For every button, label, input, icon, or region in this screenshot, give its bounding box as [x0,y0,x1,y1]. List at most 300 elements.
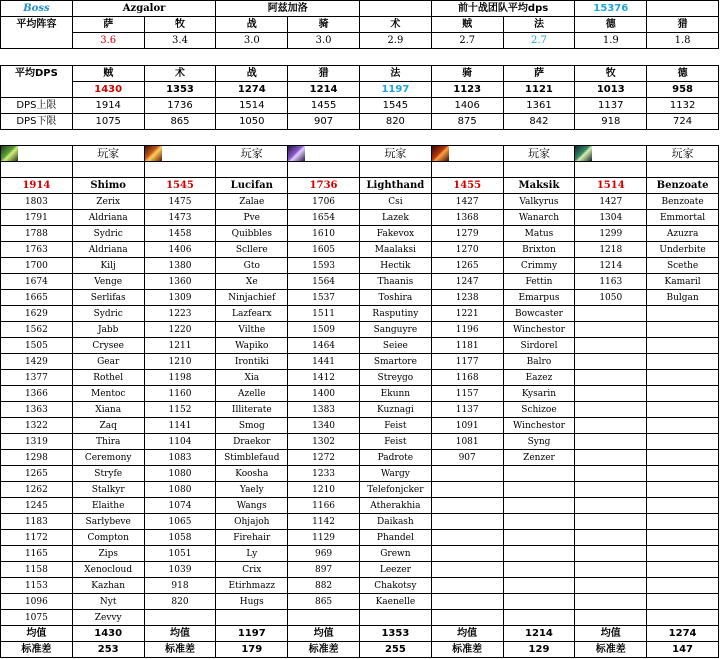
player-name[interactable]: Zevvy [72,610,144,626]
player-name[interactable] [647,402,719,418]
player-dps-value[interactable]: 1080 [144,466,216,482]
player-dps-value[interactable]: 1198 [144,370,216,386]
mean-value[interactable]: 1430 [72,626,144,642]
player-dps-value[interactable]: 1270 [431,242,503,258]
player-dps-value[interactable]: 1142 [288,514,360,530]
empty-cell[interactable] [288,162,360,178]
player-name[interactable] [216,610,288,626]
player-dps-value[interactable] [288,610,360,626]
player-dps-value[interactable]: 1096 [1,594,73,610]
player-dps-value[interactable]: 882 [288,578,360,594]
player-dps-value[interactable] [575,546,647,562]
dps-lower-value[interactable]: 865 [144,114,216,130]
mean-label[interactable]: 均值 [431,626,503,642]
player-name[interactable] [503,514,575,530]
player-dps-value[interactable]: 1214 [575,258,647,274]
player-name[interactable]: Toshira [359,290,431,306]
std-value[interactable]: 255 [359,642,431,658]
spacer-cell[interactable] [144,130,216,146]
player-name[interactable] [503,578,575,594]
player-dps-value[interactable]: 1610 [288,226,360,242]
lineup-value[interactable]: 2.7 [503,33,575,49]
player-dps-value[interactable]: 1247 [431,274,503,290]
player-dps-value[interactable]: 1319 [1,434,73,450]
player-name[interactable]: Winchestor [503,322,575,338]
player-dps-value[interactable]: 1427 [575,194,647,210]
player-dps-value[interactable]: 1788 [1,226,73,242]
player-dps-value[interactable]: 1302 [288,434,360,450]
player-name[interactable]: Jabb [72,322,144,338]
player-dps-value[interactable]: 1177 [431,354,503,370]
player-name[interactable]: Nyt [72,594,144,610]
player-name[interactable]: Azuzra [647,226,719,242]
player-name[interactable] [647,594,719,610]
dps-upper-label[interactable]: DPS上限 [1,98,73,114]
player-name[interactable]: Crysee [72,338,144,354]
player-dps-value[interactable]: 1081 [431,434,503,450]
dps-upper-value[interactable]: 1736 [144,98,216,114]
player-name[interactable]: Koosha [216,466,288,482]
player-dps-value[interactable]: 1593 [288,258,360,274]
player-name[interactable] [647,338,719,354]
player-name[interactable] [647,434,719,450]
dps-class[interactable]: 猎 [288,66,360,82]
boss-name-cn[interactable]: 阿兹加洛 [216,1,360,17]
player-name[interactable]: Scllere [216,242,288,258]
player-dps-value[interactable]: 820 [144,594,216,610]
lineup-value[interactable]: 1.8 [647,33,719,49]
lineup-class[interactable]: 牧 [144,17,216,33]
player-dps-value[interactable]: 1172 [1,530,73,546]
dps-lower-value[interactable]: 724 [647,114,719,130]
player-name[interactable]: Stimblefaud [216,450,288,466]
class-icon-cell[interactable] [575,146,647,162]
spacer-cell[interactable] [288,130,360,146]
player-dps-value[interactable] [575,610,647,626]
lineup-value[interactable]: 3.0 [288,33,360,49]
dps-lower-label[interactable]: DPS下限 [1,114,73,130]
lineup-label[interactable]: 平均阵容 [1,17,73,33]
player-name[interactable]: Bowcaster [503,306,575,322]
player-dps-value[interactable] [575,498,647,514]
player-name[interactable] [647,450,719,466]
spacer-cell[interactable] [1,49,73,66]
player-name[interactable]: Ceremony [72,450,144,466]
player-name[interactable]: Gto [216,258,288,274]
player-dps-value[interactable] [431,594,503,610]
player-name[interactable]: Crix [216,562,288,578]
player-name[interactable]: Kazhan [72,578,144,594]
player-dps-value[interactable]: 1039 [144,562,216,578]
lineup-value[interactable]: 2.9 [359,33,431,49]
player-name[interactable]: Syng [503,434,575,450]
player-name[interactable]: Aldriana [72,242,144,258]
player-dps-value[interactable]: 1183 [1,514,73,530]
player-name[interactable]: Elaithe [72,498,144,514]
player-name[interactable]: Thaanis [359,274,431,290]
player-dps-value[interactable]: 1051 [144,546,216,562]
player-name[interactable] [647,482,719,498]
lineup-value[interactable]: 3.4 [144,33,216,49]
class-icon-cell[interactable] [144,146,216,162]
player-name[interactable]: Quibbles [216,226,288,242]
player-dps-value[interactable]: 1211 [144,338,216,354]
mean-value[interactable]: 1274 [647,626,719,642]
std-value[interactable]: 147 [647,642,719,658]
dps-lower-value[interactable]: 918 [575,114,647,130]
dps-lower-value[interactable]: 1050 [216,114,288,130]
player-dps-value[interactable]: 918 [144,578,216,594]
player-dps-value[interactable]: 1157 [431,386,503,402]
mean-label[interactable]: 均值 [144,626,216,642]
player-name[interactable]: Kuznagi [359,402,431,418]
player-dps-value[interactable]: 969 [288,546,360,562]
player-dps-value[interactable] [575,370,647,386]
player-dps-value[interactable]: 1406 [144,242,216,258]
dps-upper-value[interactable]: 1132 [647,98,719,114]
lineup-class[interactable]: 萨 [72,17,144,33]
player-name[interactable]: Grewn [359,546,431,562]
player-dps-value[interactable]: 1363 [1,402,73,418]
player-header[interactable]: 玩家 [216,146,288,162]
mean-label[interactable]: 均值 [575,626,647,642]
player-name[interactable]: Stryfe [72,466,144,482]
player-name[interactable]: Wanarch [503,210,575,226]
empty-cell[interactable] [647,1,719,17]
player-name[interactable]: Benzoate [647,194,719,210]
player-dps-value[interactable]: 1383 [288,402,360,418]
player-name[interactable] [503,610,575,626]
player-name[interactable]: Lazfearx [216,306,288,322]
player-dps-value[interactable]: 1360 [144,274,216,290]
empty-cell[interactable] [216,162,288,178]
player-dps-value[interactable]: 1427 [431,194,503,210]
player-dps-value[interactable]: 1458 [144,226,216,242]
empty-cell[interactable] [575,162,647,178]
player-name[interactable]: Streygo [359,370,431,386]
player-dps-value[interactable] [575,450,647,466]
dps-avg-value[interactable]: 1123 [431,82,503,98]
dps-avg-value[interactable]: 1121 [503,82,575,98]
player-name[interactable]: Schizoe [503,402,575,418]
player-dps-value[interactable] [144,610,216,626]
dps-avg-value[interactable]: 1353 [144,82,216,98]
player-dps-value[interactable]: 1605 [288,242,360,258]
player-dps-value[interactable]: 1473 [144,210,216,226]
dps-avg-value[interactable]: 1197 [359,82,431,98]
player-dps-value[interactable]: 1299 [575,226,647,242]
player-dps-value[interactable] [575,514,647,530]
player-name[interactable]: Aldriana [72,210,144,226]
player-dps-value[interactable]: 865 [288,594,360,610]
player-name[interactable]: Csi [359,194,431,210]
lineup-class[interactable]: 德 [575,17,647,33]
dps-class[interactable]: 术 [144,66,216,82]
player-dps-value[interactable] [575,578,647,594]
player-name[interactable]: Illiterate [216,402,288,418]
player-name[interactable]: Sanguyre [359,322,431,338]
spacer-cell[interactable] [431,130,503,146]
top-dps-value[interactable]: 1545 [144,178,216,194]
player-dps-value[interactable]: 1223 [144,306,216,322]
lineup-class[interactable]: 战 [216,17,288,33]
empty-cell[interactable] [144,162,216,178]
player-name[interactable] [647,578,719,594]
player-dps-value[interactable]: 1238 [431,290,503,306]
player-dps-value[interactable] [431,466,503,482]
player-dps-value[interactable]: 1803 [1,194,73,210]
dps-avg-value[interactable]: 1214 [288,82,360,98]
player-name[interactable]: Serlifas [72,290,144,306]
spacer-cell[interactable] [647,49,719,66]
dps-avg-value[interactable]: 958 [647,82,719,98]
player-name[interactable]: Wangs [216,498,288,514]
player-dps-value[interactable]: 1265 [1,466,73,482]
lineup-value[interactable]: 3.6 [72,33,144,49]
player-name[interactable]: Smog [216,418,288,434]
player-name[interactable]: Phandel [359,530,431,546]
player-dps-value[interactable]: 1166 [288,498,360,514]
std-label[interactable]: 标准差 [575,642,647,658]
top-player-name[interactable]: Shimo [72,178,144,194]
player-dps-value[interactable]: 1168 [431,370,503,386]
spacer-cell[interactable] [575,49,647,66]
dps-upper-value[interactable]: 1514 [216,98,288,114]
mean-value[interactable]: 1197 [216,626,288,642]
std-value[interactable]: 253 [72,642,144,658]
player-name[interactable]: Azelle [216,386,288,402]
spacer-cell[interactable] [359,49,431,66]
player-name[interactable]: Winchestor [503,418,575,434]
player-dps-value[interactable] [575,418,647,434]
player-dps-value[interactable] [575,402,647,418]
player-dps-value[interactable]: 1309 [144,290,216,306]
empty-cell[interactable] [647,162,719,178]
empty-cell[interactable] [503,162,575,178]
dps-class[interactable]: 战 [216,66,288,82]
player-dps-value[interactable] [575,434,647,450]
dps-upper-value[interactable]: 1137 [575,98,647,114]
dps-avg-value[interactable]: 1274 [216,82,288,98]
player-name[interactable] [503,498,575,514]
player-dps-value[interactable] [431,562,503,578]
top-player-name[interactable]: Maksik [503,178,575,194]
empty-cell[interactable] [1,82,73,98]
player-name[interactable]: Kilj [72,258,144,274]
player-name[interactable]: Ninjachief [216,290,288,306]
player-dps-value[interactable] [431,498,503,514]
std-value[interactable]: 129 [503,642,575,658]
lineup-class[interactable]: 猎 [647,17,719,33]
player-name[interactable]: Eazez [503,370,575,386]
player-dps-value[interactable]: 1429 [1,354,73,370]
std-label[interactable]: 标准差 [144,642,216,658]
player-name[interactable]: Zips [72,546,144,562]
player-dps-value[interactable]: 1380 [144,258,216,274]
player-dps-value[interactable] [575,482,647,498]
player-name[interactable]: Yaely [216,482,288,498]
dps-lower-value[interactable]: 842 [503,114,575,130]
player-name[interactable]: Vilthe [216,322,288,338]
player-dps-value[interactable]: 1210 [144,354,216,370]
class-icon-cell[interactable] [1,146,73,162]
player-name[interactable]: Firehair [216,530,288,546]
player-name[interactable]: Etirhmazz [216,578,288,594]
lineup-class[interactable]: 骑 [288,17,360,33]
spacer-cell[interactable] [72,49,144,66]
player-dps-value[interactable]: 1665 [1,290,73,306]
player-dps-value[interactable] [575,354,647,370]
player-dps-value[interactable]: 1511 [288,306,360,322]
spacer-cell[interactable] [647,130,719,146]
spacer-cell[interactable] [144,49,216,66]
player-name[interactable]: Xia [216,370,288,386]
player-name[interactable]: Valkyrus [503,194,575,210]
player-name[interactable]: Leezer [359,562,431,578]
player-name[interactable]: Balro [503,354,575,370]
player-name[interactable]: Sydric [72,306,144,322]
player-name[interactable]: Hectik [359,258,431,274]
lineup-class[interactable]: 术 [359,17,431,33]
boss-label[interactable]: Boss [1,1,73,17]
player-dps-value[interactable]: 1153 [1,578,73,594]
lineup-value[interactable]: 3.0 [216,33,288,49]
player-dps-value[interactable]: 1475 [144,194,216,210]
dps-upper-value[interactable]: 1455 [288,98,360,114]
spacer-cell[interactable] [72,130,144,146]
player-name[interactable]: Zalae [216,194,288,210]
player-dps-value[interactable]: 1181 [431,338,503,354]
player-dps-value[interactable]: 1065 [144,514,216,530]
player-name[interactable]: Lazek [359,210,431,226]
dps-lower-value[interactable]: 875 [431,114,503,130]
player-dps-value[interactable]: 1700 [1,258,73,274]
player-dps-value[interactable]: 1058 [144,530,216,546]
player-name[interactable]: Bulgan [647,290,719,306]
player-name[interactable]: Wapiko [216,338,288,354]
player-name[interactable] [503,530,575,546]
player-name[interactable]: Draekor [216,434,288,450]
spacer-cell[interactable] [503,130,575,146]
player-name[interactable] [647,514,719,530]
player-dps-value[interactable]: 1218 [575,242,647,258]
player-name[interactable]: Brixton [503,242,575,258]
player-name[interactable] [647,498,719,514]
player-dps-value[interactable] [431,514,503,530]
player-dps-value[interactable]: 1160 [144,386,216,402]
player-name[interactable]: Fettin [503,274,575,290]
player-name[interactable] [503,546,575,562]
dps-avg-label[interactable]: 平均DPS [1,66,73,82]
player-name[interactable]: Mentoc [72,386,144,402]
player-dps-value[interactable] [431,578,503,594]
player-name[interactable] [647,322,719,338]
player-name[interactable]: Feist [359,418,431,434]
player-name[interactable]: Kaenelle [359,594,431,610]
std-label[interactable]: 标准差 [1,642,73,658]
player-name[interactable]: Zenzer [503,450,575,466]
dps-lower-value[interactable]: 820 [359,114,431,130]
player-dps-value[interactable]: 1080 [144,482,216,498]
player-header[interactable]: 玩家 [503,146,575,162]
empty-cell[interactable] [431,162,503,178]
player-name[interactable]: Rasputiny [359,306,431,322]
dps-avg-value[interactable]: 1430 [72,82,144,98]
dps-class[interactable]: 德 [647,66,719,82]
class-icon-cell[interactable] [288,146,360,162]
top-dps-value[interactable]: 1514 [575,178,647,194]
player-name[interactable]: Xiana [72,402,144,418]
dps-lower-value[interactable]: 907 [288,114,360,130]
dps-upper-value[interactable]: 1361 [503,98,575,114]
spacer-cell[interactable] [503,49,575,66]
player-name[interactable]: Maalaksi [359,242,431,258]
player-name[interactable]: Feist [359,434,431,450]
top-player-name[interactable]: Benzoate [647,178,719,194]
player-name[interactable]: Thira [72,434,144,450]
player-name[interactable]: Smartore [359,354,431,370]
player-dps-value[interactable]: 1298 [1,450,73,466]
player-name[interactable] [647,354,719,370]
mean-value[interactable]: 1353 [359,626,431,642]
top-player-name[interactable]: Lighthand [359,178,431,194]
player-dps-value[interactable]: 1509 [288,322,360,338]
player-dps-value[interactable]: 1322 [1,418,73,434]
mean-label[interactable]: 均值 [288,626,360,642]
top-dps-value[interactable]: 1914 [1,178,73,194]
spacer-cell[interactable] [216,130,288,146]
player-dps-value[interactable]: 1233 [288,466,360,482]
player-dps-value[interactable]: 1129 [288,530,360,546]
player-name[interactable]: Venge [72,274,144,290]
player-name[interactable]: Seiee [359,338,431,354]
player-dps-value[interactable] [575,322,647,338]
empty-cell[interactable] [72,162,144,178]
player-dps-value[interactable]: 1706 [288,194,360,210]
player-name[interactable]: Underbite [647,242,719,258]
empty-cell[interactable] [1,162,73,178]
player-dps-value[interactable]: 1210 [288,482,360,498]
dps-upper-value[interactable]: 1406 [431,98,503,114]
player-name[interactable]: Xe [216,274,288,290]
player-dps-value[interactable]: 1091 [431,418,503,434]
lineup-value[interactable]: 1.9 [575,33,647,49]
player-name[interactable]: Kamaril [647,274,719,290]
player-name[interactable]: Emmortal [647,210,719,226]
player-name[interactable]: Atherakhia [359,498,431,514]
player-dps-value[interactable]: 1377 [1,370,73,386]
player-dps-value[interactable]: 1050 [575,290,647,306]
empty-cell[interactable] [359,1,431,17]
player-name[interactable] [503,466,575,482]
player-dps-value[interactable]: 907 [431,450,503,466]
player-name[interactable]: Sydric [72,226,144,242]
empty-cell[interactable] [359,162,431,178]
player-name[interactable]: Crimmy [503,258,575,274]
player-dps-value[interactable]: 1441 [288,354,360,370]
spacer-cell[interactable] [431,49,503,66]
player-name[interactable]: Telefonjcker [359,482,431,498]
dps-upper-value[interactable]: 1914 [72,98,144,114]
player-dps-value[interactable]: 1464 [288,338,360,354]
lineup-value[interactable]: 2.7 [431,33,503,49]
mean-label[interactable]: 均值 [1,626,73,642]
player-dps-value[interactable] [575,562,647,578]
dps-class[interactable]: 骑 [431,66,503,82]
player-name[interactable]: Ly [216,546,288,562]
player-name[interactable]: Ekunn [359,386,431,402]
team-avg-label[interactable]: 前十战团队平均dps [431,1,575,17]
